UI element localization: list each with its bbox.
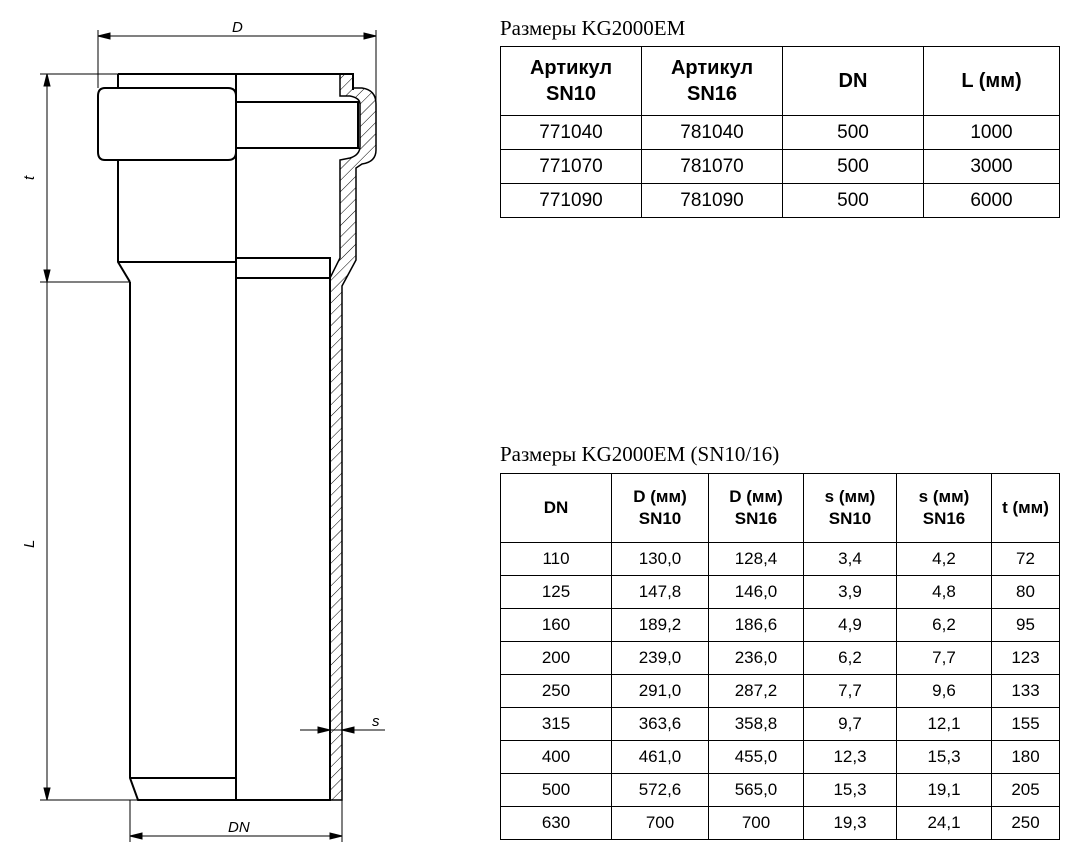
table-cell: 160	[501, 609, 612, 642]
table1-header-cell: DN	[783, 47, 924, 116]
table-cell: 24,1	[897, 807, 992, 840]
table-cell: 700	[709, 807, 804, 840]
table-row	[501, 543, 1060, 576]
table-cell: 155	[992, 708, 1060, 741]
table-row	[501, 708, 1060, 741]
table-cell: 500	[783, 184, 924, 218]
table-cell: 3000	[924, 150, 1060, 184]
table2-header-cell: DN	[501, 474, 612, 543]
table-cell: 9,6	[897, 675, 992, 708]
dim-DN-label: DN	[228, 819, 250, 836]
table-cell: 572,6	[612, 774, 709, 807]
table-cell: 6,2	[897, 609, 992, 642]
table-cell: 146,0	[709, 576, 804, 609]
table-cell: 771040	[501, 116, 642, 150]
article-table	[500, 46, 1060, 218]
table-cell: 186,6	[709, 609, 804, 642]
table-cell: 287,2	[709, 675, 804, 708]
table2-header-cell: s (мм) SN10	[804, 474, 897, 543]
table1-header-cell: Артикул SN16	[642, 47, 783, 116]
table-row	[501, 774, 1060, 807]
table-cell: 7,7	[897, 642, 992, 675]
table-cell: 771090	[501, 184, 642, 218]
table-cell: 3,4	[804, 543, 897, 576]
table-row	[501, 609, 1060, 642]
table-cell: 500	[783, 116, 924, 150]
table-row	[501, 741, 1060, 774]
dim-D-label: D	[232, 19, 243, 36]
table-cell: 95	[992, 609, 1060, 642]
table-cell: 315	[501, 708, 612, 741]
table-cell: 19,3	[804, 807, 897, 840]
table-cell: 205	[992, 774, 1060, 807]
table1-header-cell: L (мм)	[924, 47, 1060, 116]
table-cell: 500	[783, 150, 924, 184]
table-cell: 4,2	[897, 543, 992, 576]
table-cell: 128,4	[709, 543, 804, 576]
table-cell: 80	[992, 576, 1060, 609]
table-row	[501, 576, 1060, 609]
table-cell: 72	[992, 543, 1060, 576]
table-cell: 1000	[924, 116, 1060, 150]
table2-header-cell: D (мм) SN10	[612, 474, 709, 543]
table2-body	[501, 543, 1060, 840]
table-cell: 4,8	[897, 576, 992, 609]
table-cell: 123	[992, 642, 1060, 675]
table-cell: 19,1	[897, 774, 992, 807]
table2-header-row	[501, 474, 1060, 543]
table-cell: 15,3	[897, 741, 992, 774]
table2-header-cell: s (мм) SN16	[897, 474, 992, 543]
table-cell: 6000	[924, 184, 1060, 218]
table-cell: 110	[501, 543, 612, 576]
dim-t-label: t	[21, 175, 38, 180]
table2-caption: Размеры KG2000EM (SN10/16)	[500, 442, 780, 466]
wall-section	[330, 74, 376, 800]
table-row	[501, 116, 1060, 150]
table-cell: 7,7	[804, 675, 897, 708]
table-cell: 291,0	[612, 675, 709, 708]
table-cell: 781090	[642, 184, 783, 218]
table-cell: 500	[501, 774, 612, 807]
table-row	[501, 150, 1060, 184]
table-cell: 125	[501, 576, 612, 609]
table2-header-cell: t (мм)	[992, 474, 1060, 543]
table-cell: 147,8	[612, 576, 709, 609]
table-cell: 781040	[642, 116, 783, 150]
table-cell: 200	[501, 642, 612, 675]
table-cell: 15,3	[804, 774, 897, 807]
table2-header-cell: D (мм) SN16	[709, 474, 804, 543]
table-cell: 4,9	[804, 609, 897, 642]
pipe-drawing	[0, 0, 490, 858]
dimensions-table	[500, 473, 1060, 840]
table-cell: 700	[612, 807, 709, 840]
table-cell: 771070	[501, 150, 642, 184]
table-cell: 630	[501, 807, 612, 840]
dim-L-label: L	[21, 539, 38, 548]
table1-header-row	[501, 47, 1060, 116]
table-cell: 363,6	[612, 708, 709, 741]
dim-s-label: s	[372, 713, 380, 730]
table-cell: 239,0	[612, 642, 709, 675]
table-row	[501, 642, 1060, 675]
table-cell: 6,2	[804, 642, 897, 675]
table-cell: 455,0	[709, 741, 804, 774]
table-cell: 565,0	[709, 774, 804, 807]
table-cell: 180	[992, 741, 1060, 774]
table-cell: 236,0	[709, 642, 804, 675]
table-cell: 189,2	[612, 609, 709, 642]
table-cell: 400	[501, 741, 612, 774]
table-cell: 250	[992, 807, 1060, 840]
table-cell: 3,9	[804, 576, 897, 609]
table-cell: 12,1	[897, 708, 992, 741]
table-cell: 133	[992, 675, 1060, 708]
table-cell: 781070	[642, 150, 783, 184]
table-cell: 12,3	[804, 741, 897, 774]
table-cell: 250	[501, 675, 612, 708]
table-cell: 358,8	[709, 708, 804, 741]
table-row	[501, 807, 1060, 840]
table-row	[501, 675, 1060, 708]
table-cell: 130,0	[612, 543, 709, 576]
table-cell: 461,0	[612, 741, 709, 774]
table-row	[501, 184, 1060, 218]
table1-caption: Размеры KG2000EM	[500, 16, 686, 40]
table1-header-cell: Артикул SN10	[501, 47, 642, 116]
table-cell: 9,7	[804, 708, 897, 741]
